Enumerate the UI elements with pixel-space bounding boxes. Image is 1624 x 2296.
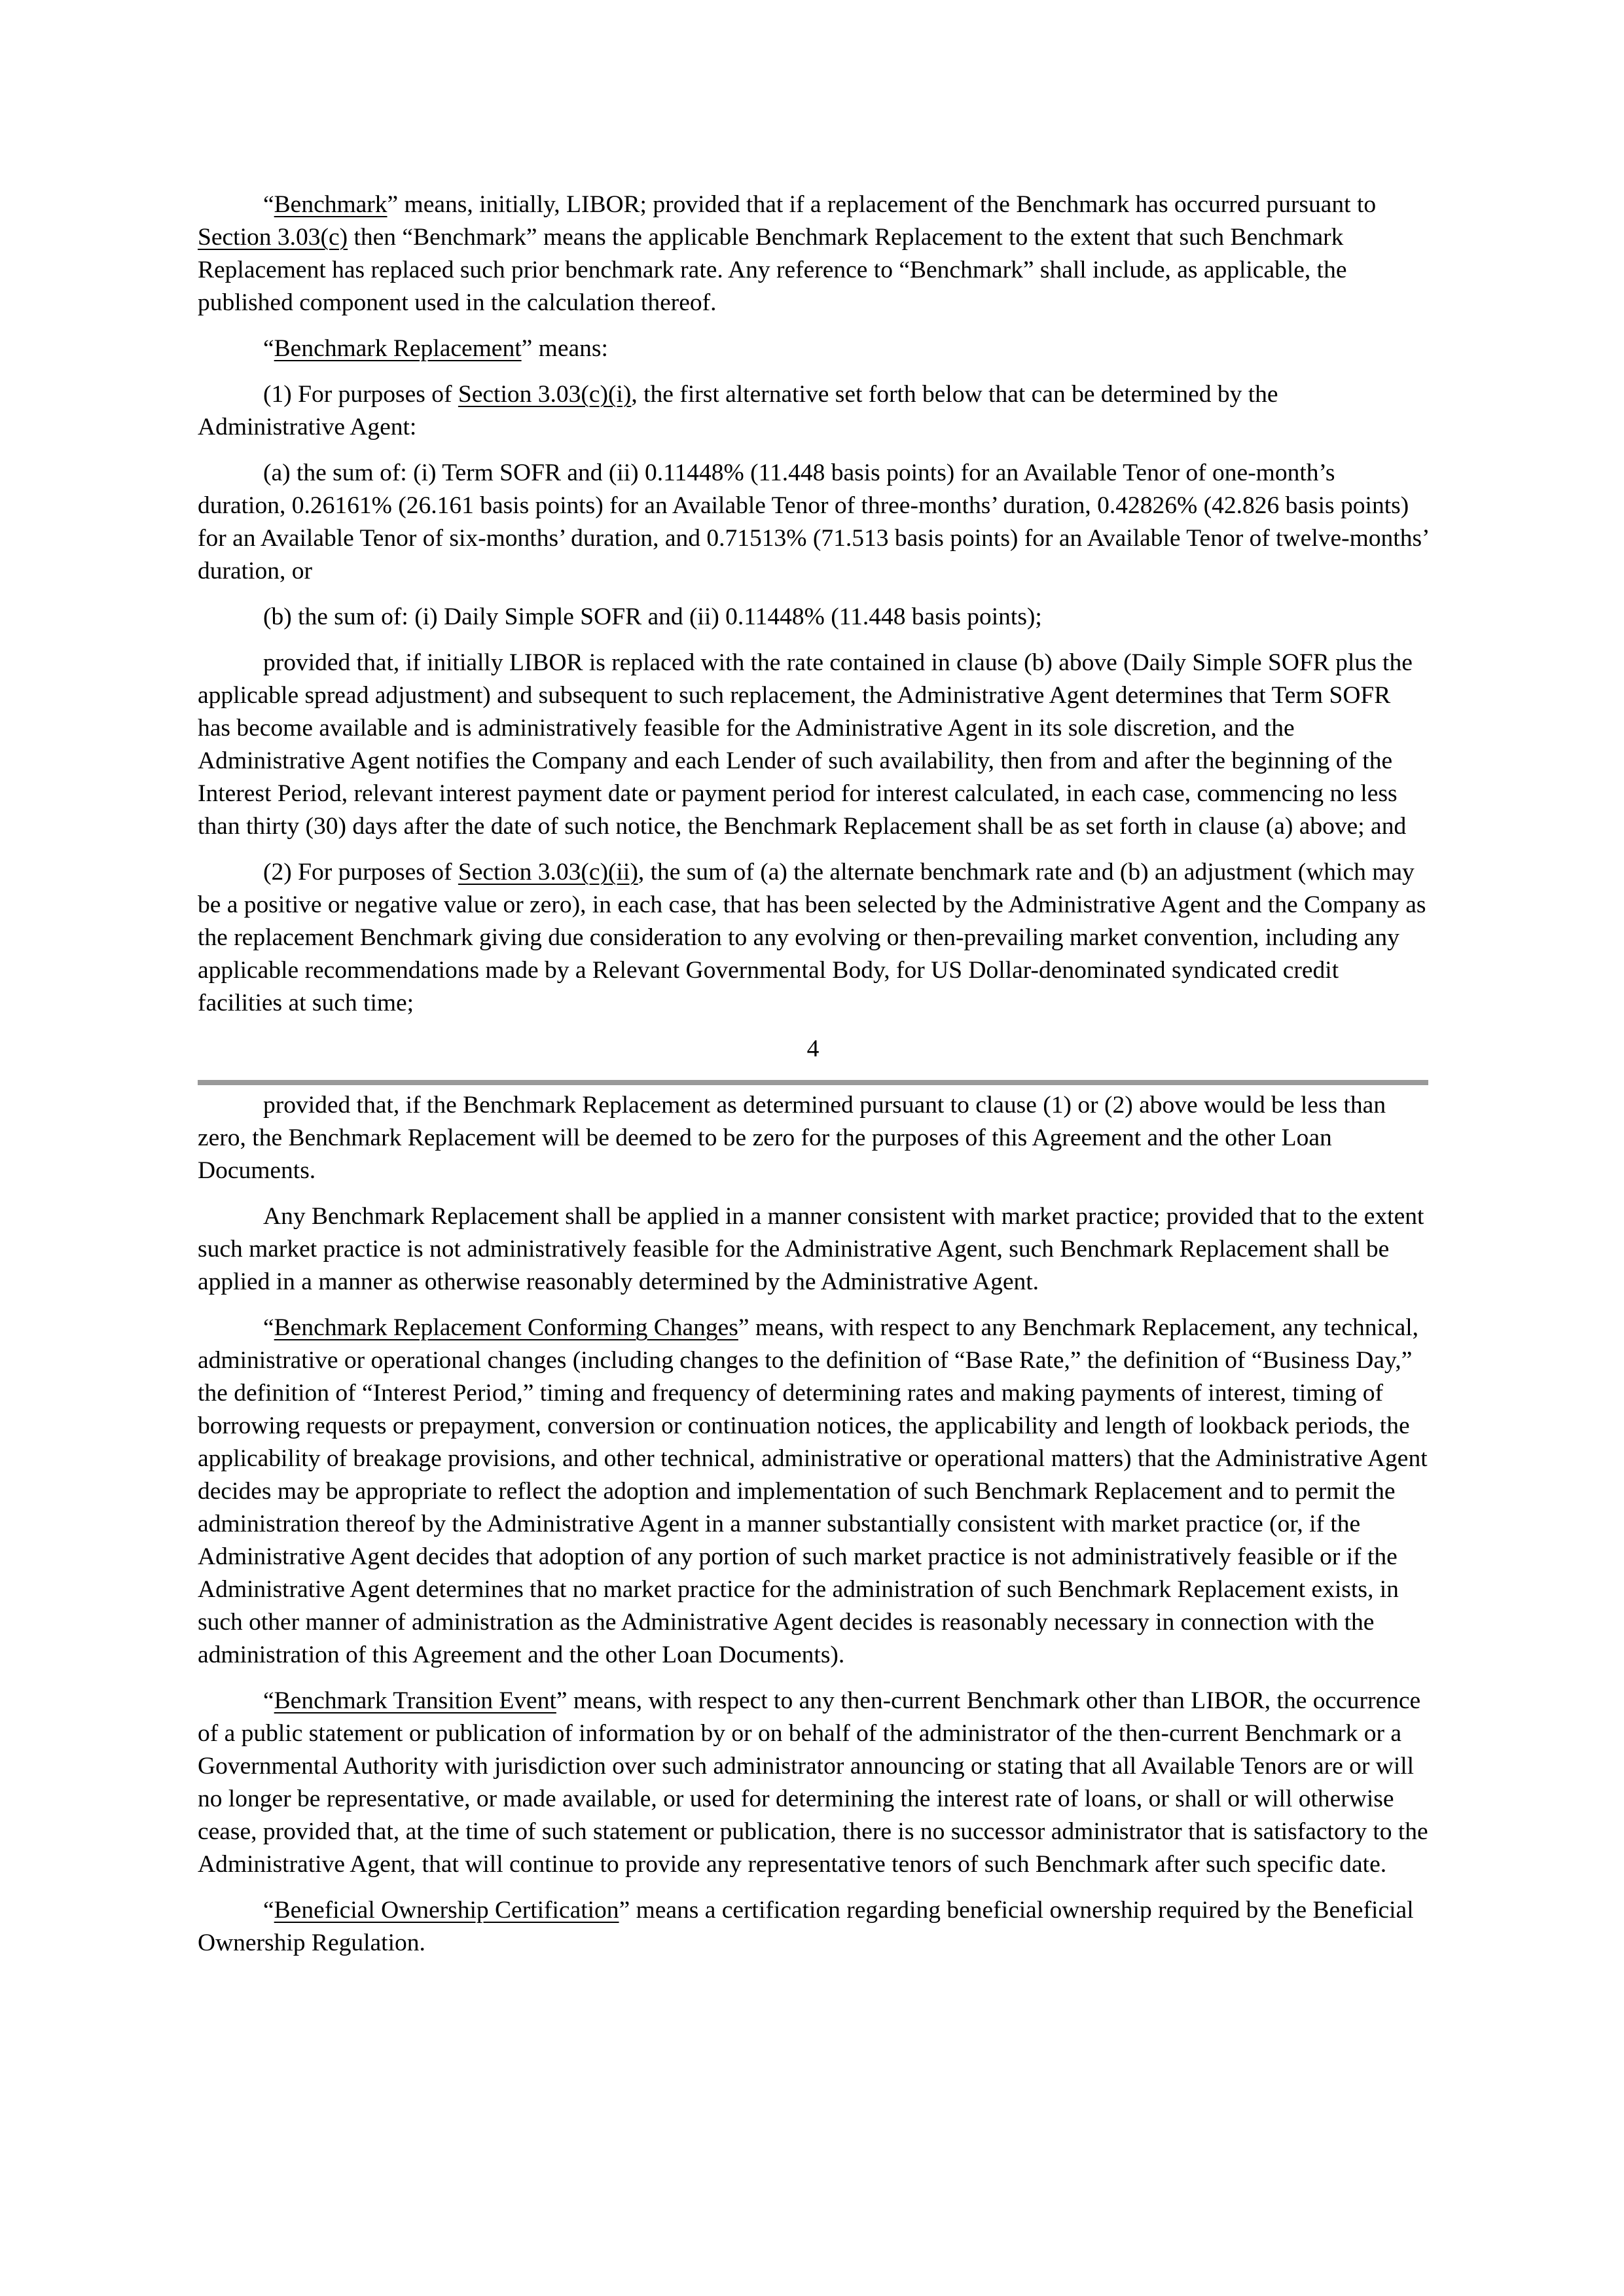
open-quote: “ xyxy=(263,191,274,218)
defined-term: Beneficial Ownership Certification xyxy=(274,1897,619,1924)
definition-beneficial-ownership-certification xyxy=(198,1894,1428,1960)
clause-text: , the first alternative set forth below that can be determined by the Administrative Agent: xyxy=(198,381,1278,440)
proviso-paragraph-2: provided that, if the Benchmark Replacement as determined pursuant to clause (1) or (2) above would be less than zero, the Benchmark Replacement will be deemed to be zero for the purposes of this Agreement and the other Loan Documents. xyxy=(198,1092,1386,1184)
definition-benchmark-replacement xyxy=(198,332,1428,365)
clause-1 xyxy=(198,378,1428,444)
section-reference: Section 3.03(c) xyxy=(198,224,348,251)
definition-text: ” means, initially, LIBOR; provided that if a replacement of the Benchmark has occurred pursuant to xyxy=(387,191,1377,218)
definition-text: then “Benchmark” means the applicable Benchmark Replacement to the extent that such Benchmark Replacement has replaced such prior benchmark rate. Any reference to “Benchmark” shall include, as applicable, the published component used in the calculation thereof. xyxy=(198,224,1347,316)
defined-term: Benchmark xyxy=(274,191,388,218)
proviso-paragraph: provided that, if initially LIBOR is replaced with the rate contained in clause (b) above (Daily Simple SOFR plus the applicable spread adjustment) and subsequent to such replacement, the Administrative Agent determines that Term SOFR has become available and is administratively feasible for the Administrative Agent in its sole discretion, and the Administrative Agent notifies the Company and each Lender of such availability, then from and after the beginning of the Interest Period, relevant interest payment date or payment period for interest calculated, in each case, commencing no less than thirty (30) days after the date of such notice, the Benchmark Replacement shall be as set forth in clause (a) above; and xyxy=(198,649,1413,840)
clause-text: (2) For purposes of xyxy=(263,859,458,886)
open-quote: “ xyxy=(263,1687,274,1714)
section-reference: Section 3.03(c)(i) xyxy=(458,381,632,408)
defined-term: Benchmark Transition Event xyxy=(274,1687,556,1714)
open-quote: “ xyxy=(263,335,274,362)
page-number: 4 xyxy=(806,1035,820,1062)
defined-term: Benchmark Replacement xyxy=(274,335,522,362)
document-page xyxy=(198,188,1428,1973)
definition-text: ” means, with respect to any Benchmark Replacement, any technical, administrative or operational changes (including changes to the definition of “Base Rate,” the definition of “Business Day,” the definition of “Interest Period,” timing and frequency of determining rates and making payments of interest, timing of borrowing requests or prepayment, conversion or continuation notices, the applicability and length of lookback periods, the applicability of breakage provisions, and other technical, administrative or operational matters) that the Administrative Agent decides may be appropriate to reflect the adoption and implementation of such Benchmark Replacement and to permit the administration thereof by the Administrative Agent in a manner substantially consistent with market practice (or, if the Administrative Agent decides that adoption of any portion of such market practice is not administratively feasible or if the Administrative Agent determines that no market practice for the administration of such Benchmark Replacement exists, in such other manner of administration as the Administrative Agent decides is reasonably necessary in connection with the administration of this Agreement and the other Loan Documents). xyxy=(198,1314,1428,1668)
open-quote: “ xyxy=(263,1314,274,1341)
application-paragraph: Any Benchmark Replacement shall be applied in a manner consistent with market practice; provided that to the extent such market practice is not administratively feasible for the Administrative Agent, such Benchmark Replacement shall be applied in a manner as otherwise reasonably determined by the Administrative Agent. xyxy=(198,1203,1424,1295)
definition-text: ” means a certification regarding beneficial ownership required by the Beneficial Ownership Regulation. xyxy=(198,1897,1414,1956)
definition-benchmark xyxy=(198,188,1428,319)
clause-2 xyxy=(198,856,1428,1020)
clause-a: (a) the sum of: (i) Term SOFR and (ii) 0.11448% (11.448 basis points) for an Available Tenor of one-month’s duration, 0.26161% (26.161 basis points) for an Available Tenor of three-months’ duration, 0.42826% (42.826 basis points) for an Available Tenor of six-months’ duration, and 0.71513% (71.513 basis points) for an Available Tenor of twelve-months’ duration, or xyxy=(198,459,1428,584)
definition-text: ” means, with respect to any then-current Benchmark other than LIBOR, the occurrence of a public statement or publication of information by or on behalf of the administrator of the then-current Benchmark or a Governmental Authority with jurisdiction over such administrator announcing or stating that all Available Tenors are or will no longer be representative, or made available, or used for determining the interest rate of loans, or shall or will otherwise cease, provided that, at the time of such statement or publication, there is no successor administrator that is satisfactory to the Administrative Agent, that will continue to provide any representative tenors of such Benchmark after such specific date. xyxy=(198,1687,1428,1878)
definition-transition-event xyxy=(198,1685,1428,1881)
definition-text: ” means: xyxy=(521,335,608,362)
clause-text: (1) For purposes of xyxy=(263,381,458,408)
definition-conforming-changes xyxy=(198,1312,1428,1672)
section-reference: Section 3.03(c)(ii) xyxy=(458,859,638,886)
open-quote: “ xyxy=(263,1897,274,1924)
clause-b: (b) the sum of: (i) Daily Simple SOFR and (ii) 0.11448% (11.448 basis points); xyxy=(263,603,1042,630)
page-divider xyxy=(198,1080,1428,1085)
defined-term: Benchmark Replacement Conforming Changes xyxy=(274,1314,738,1341)
clause-text: , the sum of (a) the alternate benchmark rate and (b) an adjustment (which may be a positive or negative value or zero), in each case, that has been selected by the Administrative Agent and the Company as the replacement Benchmark giving due consideration to any evolving or then-prevailing market convention, including any applicable recommendations made by a Relevant Governmental Body, for US Dollar-denominated syndicated credit facilities at such time; xyxy=(198,859,1426,1016)
